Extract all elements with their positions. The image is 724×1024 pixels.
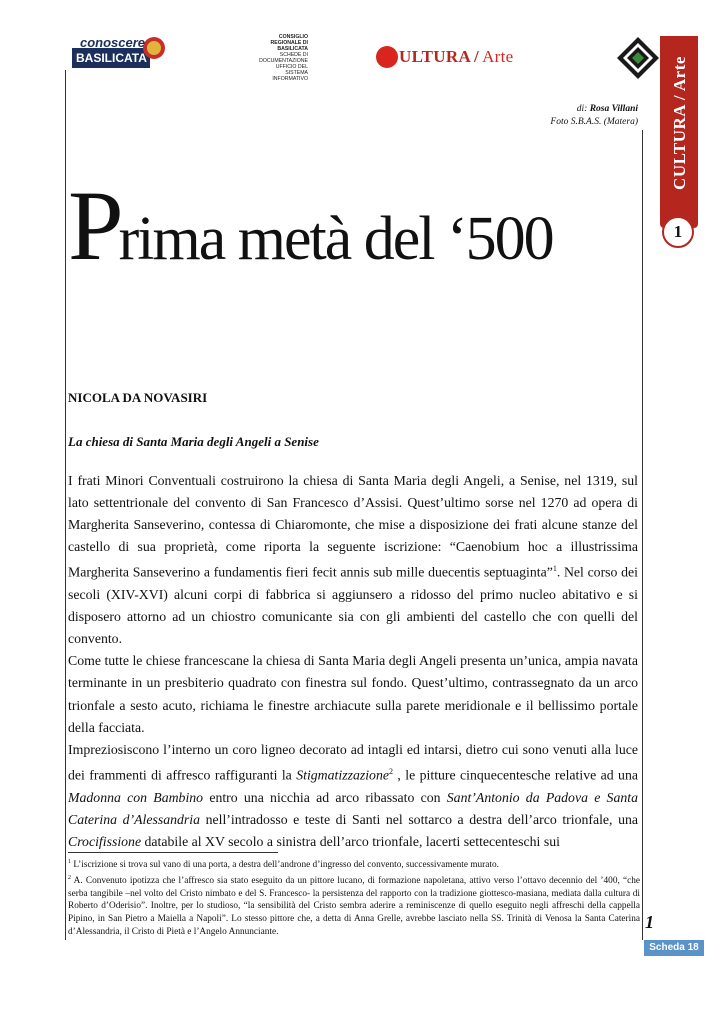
cultura-text (399, 47, 513, 67)
cultura-circle-icon (376, 46, 398, 68)
conoscere-basilicata-logo (70, 34, 166, 72)
author-credit (420, 103, 638, 116)
page-number: 1 (645, 912, 654, 932)
diamond-emblem-icon (616, 36, 660, 80)
title-initial: P (68, 170, 119, 281)
logo-sub-text: BASILICATA (76, 51, 147, 65)
council-line: SCHEDE DI (279, 52, 308, 58)
section-sidebar (660, 36, 698, 241)
author-name: Rosa Villani (589, 104, 638, 114)
author-prefix: di: (576, 104, 588, 114)
council-line: DOCUMENTAZIONE (259, 58, 308, 64)
body-paragraph: Impreziosiscono l’interno un coro ligneo decorato ad intagli ed intarsi, dietro cui sono venuti alla luce dei frammenti di affresco raffiguranti la Stigmatizzazione$^2$ , le pitture cinquecentesche relative ad una Madonna con Bambino entro una nicchia ad arco ribassato con Sant’Antonio da Padova e Santa Caterina d’Alessandria nell’intradosso e teste di Santi nel sottarco a destra dell’arco trionfale, una Crocifissione databile al XV secolo a sinistra dell’arco trionfale, lacerti settecenteschi sui (68, 741, 638, 849)
body-paragraph: Come tutte le chiese francescane la chiesa di Santa Maria degli Angeli presenta un’unica, ampia navata terminante in un presbiterio quadrato con finestra sul fondo. Quest’ultimo, contrassegnato da un arco trionfale a sesto acuto, richiama le finestre archiacute sulla parete meridionale e il bellissimo portale della facciata. (68, 653, 638, 735)
footnote-ref: 2 (388, 766, 393, 776)
right-margin-rule (642, 130, 643, 940)
scheda-badge: Scheda 18 (644, 940, 704, 956)
credits (420, 103, 638, 129)
footnote: $^1$ L’iscrizione si trova sul vano di una porta, a destra dell’androne d’ingresso del convento, successivamente murato. (68, 859, 499, 871)
footnotes (68, 856, 640, 938)
page-title (68, 170, 553, 281)
council-title: CONSIGLIO REGIONALE DI BASILICATA (270, 34, 308, 52)
cultura-separator: / (474, 47, 480, 66)
council-block (250, 34, 308, 82)
article-subtitle: La chiesa di Santa Maria degli Angeli a Senise (68, 434, 319, 449)
author-heading: NICOLA DA NOVASIRI (68, 390, 208, 405)
photo-credit: Foto S.B.A.S. (Matera) (550, 117, 638, 127)
sidebar-label: CULTURA / Arte (670, 56, 689, 190)
article-body (68, 470, 638, 853)
council-line: UFFICIO DEL (275, 64, 308, 70)
footnote-divider (68, 852, 278, 853)
footnote: $^2$ A. Convenuto ipotizza che l’affresco sia stato eseguito da un pittore lucano, di formazione napoletana, attivo verso l’ottavo decennio del ’400, “che serba tangibile –nel volto del Cristo nimbato e del S. Francesco- la persistenza del rapporto con la tradizione giottesco-masiana, mediata dalla cultura di Roberto d’Oderisio”. Inoltre, per lo studioso, “la sensibilità del Cristo sembra aderire a reminiscenze di quello eseguito negli affreschi della cappella Pipino, in San Pietro a Maiella a Napoli”. Lo stesso pittore che, a detta di Anna Grelle, avrebbe lasciato nella SS. Trinità di Venosa la Santa Caterina d’Alessandria, il Cristo di Pietà e l’Angelo Annunciante. (68, 874, 640, 937)
arte-word: Arte (482, 47, 514, 66)
title-rest: rima metà del ‘500 (118, 205, 553, 273)
logo-main-text: conoscere (80, 35, 146, 50)
sidebar-number-badge: 1 (662, 216, 694, 248)
left-margin-rule (65, 70, 66, 940)
cultura-arte-logo (376, 44, 513, 70)
council-line: SISTEMA INFORMATIVO (272, 70, 308, 82)
cultura-word: ULTURA (399, 47, 472, 66)
body-paragraph: I frati Minori Conventuali costruirono la chiesa di Santa Maria degli Angeli, a Senise, nel 1319, sul lato settentrionale del convento di San Francesco d’Assisi. Quest’ultimo sorse nel 1270 ad opera di Margherita Sanseverino, contessa di Chiaromonte, che mise a disposizione dei frati alcune stanze del castello di sua proprietà, come riporta la seguente iscrizione: “Caenobium hoc a illustrissima Margherita Sanseverino a fundamentis fieri fecit annis sub mille duecentis septuaginta”$^1$. Nel corso dei secoli (XIV-XVI) alcuni corpi di fabbrica si aggiunsero a ridosso del primo nucleo abitativo e si disposero attorno ad un chiostro comunicante sia con gli ambienti del castello che con quelli del convento. (68, 473, 638, 647)
footnote-ref: 1 (552, 564, 557, 574)
